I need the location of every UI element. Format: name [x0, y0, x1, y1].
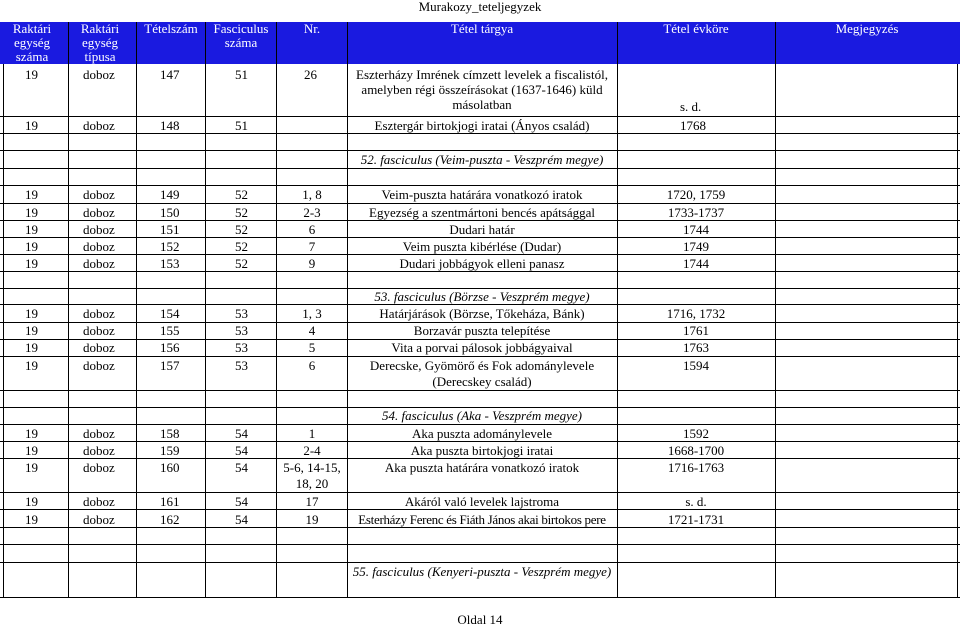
cell-subject: Esztergár birtokjogi iratai (Ányos család) [374, 118, 590, 133]
cell-raktari-egyseg: 19 [25, 306, 38, 321]
cell-subject: Vita a porvai pálosok jobbágyaival [391, 340, 573, 355]
cell-tetelszam: 162 [160, 512, 180, 527]
cell-raktari-egyseg: 19 [25, 222, 38, 237]
header-divider [347, 22, 348, 64]
cell-tetelszam: 147 [160, 67, 180, 82]
cell-subject: Borzavár puszta telepítése [413, 323, 551, 338]
cell-subject: Eszterházy Imrének címzett levelek a fiscalistól, amelyben régi összeírásokat (1637-1646) küld másolatban [356, 67, 608, 112]
cell-tetelszam: 157 [160, 358, 180, 373]
cell-nr: 7 [308, 239, 316, 254]
cell-raktari-egyseg: 19 [25, 205, 38, 220]
cell-tipus: doboz [83, 205, 115, 220]
cell-tetelszam: 151 [160, 222, 180, 237]
cell-raktari-egyseg: 19 [25, 512, 38, 527]
cell-tetelszam: 155 [160, 323, 180, 338]
grid-line [0, 356, 960, 357]
cell-raktari-egyseg: 19 [25, 239, 38, 254]
grid-line [0, 562, 960, 563]
cell-fasciculus: 54 [235, 512, 248, 527]
cell-years: 1592 [683, 426, 709, 441]
cell-tipus: doboz [83, 239, 115, 254]
cell-fasciculus: 53 [235, 306, 248, 321]
cell-fasciculus: 53 [235, 358, 248, 373]
grid-line [0, 203, 960, 204]
cell-fasciculus: 53 [235, 340, 248, 355]
cell-nr: 17 [305, 494, 319, 509]
grid-line [0, 544, 960, 545]
cell-tipus: doboz [83, 67, 115, 82]
cell-raktari-egyseg: 19 [25, 358, 38, 373]
cell-years: 1716, 1732 [666, 306, 726, 321]
cell-years: 1716-1763 [667, 460, 725, 475]
grid-line [276, 64, 277, 598]
grid-line [136, 64, 137, 598]
cell-tipus: doboz [83, 256, 115, 271]
cell-tipus: doboz [83, 118, 115, 133]
cell-subject: Aka puszta adománylevele [411, 426, 553, 441]
grid-line [775, 64, 776, 598]
document-title: Murakozy_teteljegyzek [418, 0, 542, 14]
grid-line [0, 424, 960, 425]
cell-subject: Veim puszta kibérlése (Dudar) [402, 239, 562, 254]
cell-years: 1761 [683, 323, 709, 338]
grid-line [3, 64, 4, 598]
cell-raktari-egyseg: 19 [25, 323, 38, 338]
cell-tipus: doboz [83, 306, 115, 321]
grid-line [68, 64, 69, 598]
cell-years: 1721-1731 [667, 512, 725, 527]
cell-nr: 6 [308, 358, 316, 373]
cell-nr: 1, 8 [302, 187, 322, 202]
grid-line [0, 390, 960, 391]
cell-subject: Határjárások (Börzse, Tőkeháza, Bánk) [379, 306, 585, 321]
cell-subject: Dudari jobbágyok elleni panasz [399, 256, 565, 271]
cell-subject: Dudari határ [449, 222, 515, 237]
cell-fasciculus: 52 [235, 239, 248, 254]
cell-nr: 19 [305, 512, 319, 527]
header-divider [617, 22, 618, 64]
cell-subject: Aka puszta határára vonatkozó iratok [384, 460, 580, 475]
cell-tetelszam: 148 [160, 118, 180, 133]
cell-fasciculus: 51 [235, 67, 248, 82]
section-heading: 55. fasciculus (Kenyeri-puszta - Veszprém megye) [352, 564, 612, 579]
cell-subject: Esterházy Ferenc és Fiáth János akai birtokos pere [358, 512, 606, 527]
cell-nr: 5 [308, 340, 316, 355]
cell-tipus: doboz [83, 512, 115, 527]
grid-line [0, 150, 960, 151]
cell-subject: Veim-puszta határára vonatkozó iratok [381, 187, 583, 202]
section-heading: 52. fasciculus (Veim-puszta - Veszprém megye) [360, 152, 604, 167]
header-raktari-egyseg-szama: Raktári egység száma [12, 21, 52, 64]
header-divider [205, 22, 206, 64]
header-divider [775, 22, 776, 64]
cell-tipus: doboz [83, 187, 115, 202]
grid-line [0, 116, 960, 117]
header-nr: Nr. [303, 21, 321, 36]
cell-tetelszam: 161 [160, 494, 180, 509]
cell-fasciculus: 54 [235, 494, 248, 509]
cell-tipus: doboz [83, 443, 115, 458]
cell-subject: Akáról való levelek lajstroma [404, 494, 560, 509]
cell-tipus: doboz [83, 358, 115, 373]
cell-tipus: doboz [83, 460, 115, 475]
cell-fasciculus: 54 [235, 426, 248, 441]
section-heading: 53. fasciculus (Börzse - Veszprém megye) [374, 289, 590, 304]
cell-tipus: doboz [83, 323, 115, 338]
header-tetel-evkore: Tétel évköre [663, 21, 729, 36]
cell-fasciculus: 51 [235, 118, 248, 133]
cell-nr: 4 [308, 323, 316, 338]
grid-line [957, 64, 958, 598]
cell-years: 1720, 1759 [666, 187, 726, 202]
cell-years: 1594 [683, 358, 709, 373]
cell-nr: 6 [308, 222, 316, 237]
cell-tetelszam: 160 [160, 460, 180, 475]
grid-line [0, 492, 960, 493]
cell-nr: 1, 3 [302, 306, 322, 321]
cell-fasciculus: 54 [235, 443, 248, 458]
cell-fasciculus: 54 [235, 460, 248, 475]
header-divider [68, 22, 69, 64]
cell-raktari-egyseg: 19 [25, 443, 38, 458]
cell-nr: 1 [308, 426, 316, 441]
grid-line [205, 64, 206, 598]
cell-fasciculus: 52 [235, 256, 248, 271]
grid-line [0, 597, 960, 598]
header-divider [276, 22, 277, 64]
cell-years: 1763 [683, 340, 709, 355]
cell-nr: 2-4 [303, 443, 321, 458]
cell-tipus: doboz [83, 222, 115, 237]
cell-fasciculus: 52 [235, 187, 248, 202]
header-megjegyzes: Megjegyzés [835, 21, 899, 36]
grid-line [0, 168, 960, 169]
cell-subject: Aka puszta birtokjogi iratai [410, 443, 554, 458]
grid-line [0, 185, 960, 186]
cell-tipus: doboz [83, 494, 115, 509]
cell-raktari-egyseg: 19 [25, 460, 38, 475]
header-fasciculus-szama: Fasciculus száma [213, 21, 269, 50]
cell-raktari-egyseg: 19 [25, 118, 38, 133]
cell-tetelszam: 154 [160, 306, 180, 321]
cell-nr: 5-6, 14-15, 18, 20 [283, 460, 341, 491]
cell-fasciculus: 52 [235, 205, 248, 220]
cell-tipus: doboz [83, 426, 115, 441]
cell-tetelszam: 149 [160, 187, 180, 202]
cell-tetelszam: 152 [160, 239, 180, 254]
cell-raktari-egyseg: 19 [25, 426, 38, 441]
cell-years: s. d. [685, 494, 707, 509]
cell-years: 1768 [680, 118, 706, 133]
cell-years: 1744 [683, 256, 709, 271]
page-number: Oldal 14 [457, 612, 503, 627]
cell-raktari-egyseg: 19 [25, 340, 38, 355]
cell-nr: 9 [308, 256, 316, 271]
cell-years: 1749 [683, 239, 709, 254]
cell-nr: 26 [304, 67, 317, 82]
header-tetelszam: Tételszám [144, 21, 198, 36]
cell-nr: 2-3 [303, 205, 321, 220]
header-tetel-targya: Tétel tárgya [450, 21, 514, 36]
cell-raktari-egyseg: 19 [25, 67, 38, 82]
cell-subject: Derecske, Gyömörő és Fok adománylevele (Derecskey család) [369, 358, 595, 389]
cell-years: s. d. [680, 99, 702, 114]
cell-tetelszam: 150 [160, 205, 180, 220]
cell-tetelszam: 153 [160, 256, 180, 271]
cell-tetelszam: 158 [160, 426, 180, 441]
header-divider [136, 22, 137, 64]
cell-tipus: doboz [83, 340, 115, 355]
cell-subject: Egyezség a szentmártoni bencés apátsággal [369, 205, 595, 220]
cell-years: 1733-1737 [667, 205, 725, 220]
cell-fasciculus: 53 [235, 323, 248, 338]
cell-raktari-egyseg: 19 [25, 256, 38, 271]
cell-years: 1668-1700 [667, 443, 725, 458]
cell-fasciculus: 52 [235, 222, 248, 237]
header-raktari-egyseg-tipusa: Raktári egység típusa [80, 21, 120, 64]
cell-tetelszam: 159 [160, 443, 180, 458]
cell-raktari-egyseg: 19 [25, 187, 38, 202]
table-header [0, 22, 960, 64]
cell-years: 1744 [683, 222, 709, 237]
cell-tetelszam: 156 [160, 340, 180, 355]
section-heading: 54. fasciculus (Aka - Veszprém megye) [382, 408, 582, 423]
cell-raktari-egyseg: 19 [25, 494, 38, 509]
